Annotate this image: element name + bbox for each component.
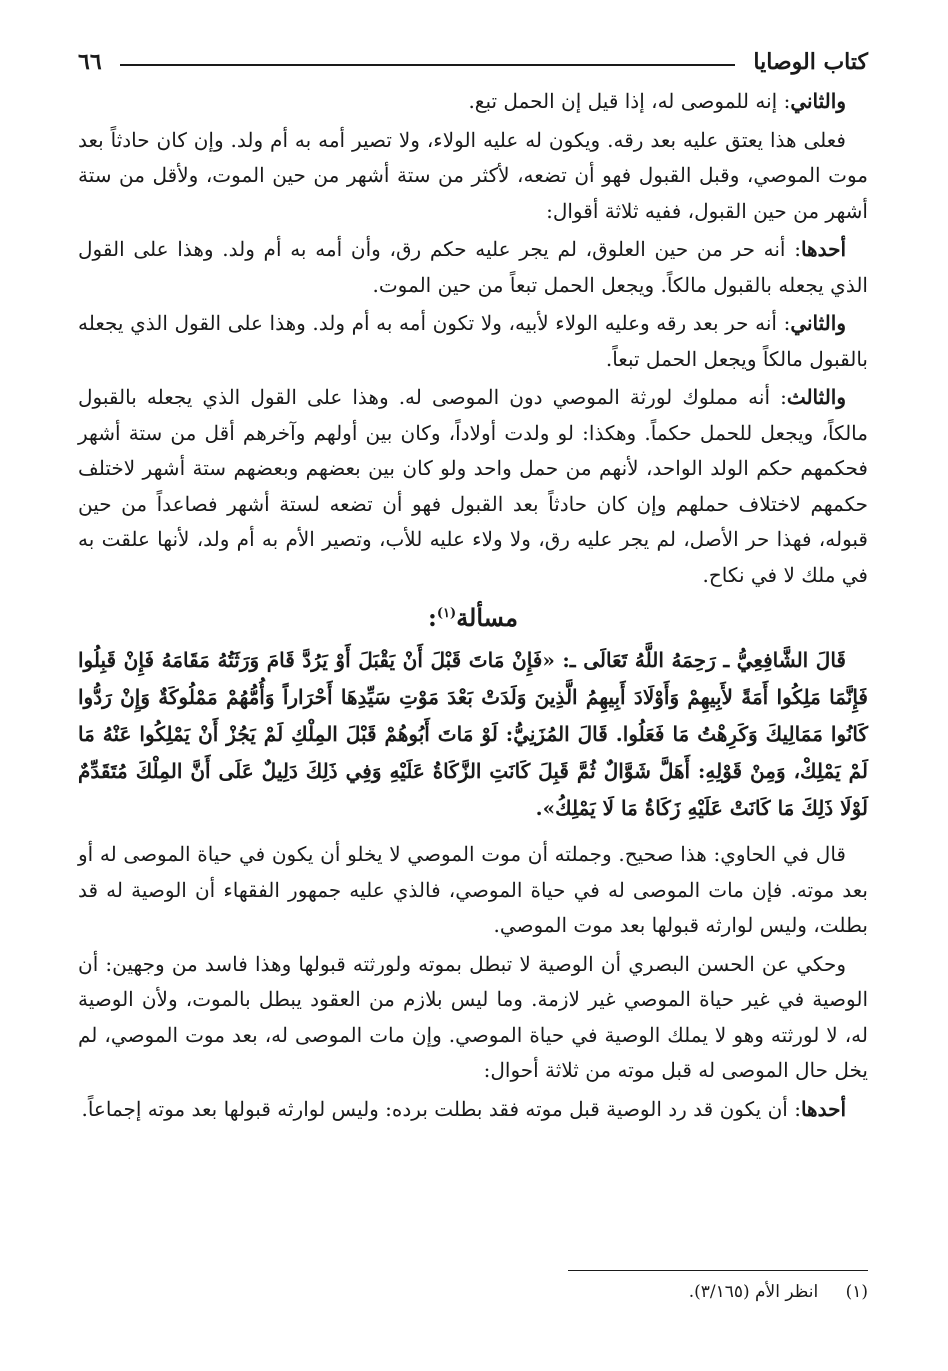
paragraph: فعلى هذا يعتق عليه بعد رقه. ويكون له عليه الولاء، ولا تصير أمه به أم ولد. وإن كان حادثاً بعد موت الموصي، وقبل القبول فهو أن تضعه، لأكثر من ستة أشهر من حين الموت، ولأقل من ستة أشهر من حين القبول، ففيه ثلاثة أقوال:	[78, 127, 868, 223]
paragraph-text: : إنه للموصى له، إذا قيل إن الحمل تبع.	[468, 89, 791, 113]
paragraph-second-statement	[78, 306, 868, 377]
paragraph-first-statement	[78, 232, 868, 303]
section-colon: :	[428, 603, 437, 632]
paragraph-lead: أحدها	[800, 237, 847, 261]
paragraph-second-opinion	[78, 84, 868, 120]
page-number: ٦٦	[78, 49, 102, 75]
footnote-rule	[568, 1270, 868, 1271]
paragraph-third-statement	[78, 380, 868, 593]
document-page	[78, 40, 868, 1302]
paragraph-text: : أنه حر بعد رقه وعليه الولاء لأبيه، ولا تكون أمه به أم ولد. وهذا على القول الذي يجعله بالقبول مالكاً ويجعل الحمل تبعاً.	[78, 311, 868, 371]
running-header	[78, 40, 868, 84]
paragraph-lead: أحدها	[800, 1096, 846, 1121]
header-rule	[120, 64, 736, 66]
shafii-quote: قَالَ الشَّافِعِيُّ ـ رَحِمَهُ اللَّهُ تَعَالَى ـ: «فَإِنْ مَاتَ قَبْلَ أَنْ يَقْبَلَ أَوْ يَرُدَّ قَامَ وَرَثَتُهُ مَقَامَهُ فَإِنْ قَبِلُوا فَإِنَّمَا مَلِكُوا أَمَةً لأَبِيهِمْ وَأَوْلَادَ أَبِيهِمُ الَّذِينَ وَلَدَتْ بَعْدَ مَوْتِ سَيِّدِهَا أَحْرَاراً وَأُمُّهُمْ مَمْلُوكَةٌ وَإِنْ رَدُّوا كَانُوا مَمَالِيكَ وَكَرِهْتُ مَا فَعَلُوا. قَالَ المُزَنِيُّ: لَوْ مَاتَ أَبُوهُمْ قَبْلَ المِلْكِ لَمْ يَجُزْ أَنْ يَمْلِكُوا عَنْهُ مَا لَمْ يَمْلِكْ، وَمِنْ قَوْلِهِ: أَهَلَّ شَوَّالٌ ثُمَّ قَبِلَ كَانَتِ الزَّكَاةُ عَلَيْهِ وَفِي ذَلِكَ دَلِيلٌ عَلَى أَنَّ المِلْكَ مُتَقَدِّمٌ لَوْلَا ذَلِكَ مَا كَانَتْ عَلَيْهِ زَكَاةُ مَا لَا يَمْلِكُ».	[78, 648, 868, 820]
book-title: كتاب الوصايا	[753, 49, 868, 75]
paragraph-lead: والثاني	[790, 311, 846, 335]
section-title: مسألة	[456, 603, 518, 632]
footnote-marker: (١)	[436, 606, 457, 621]
paragraph-lead: والثاني	[790, 89, 846, 113]
commentary-paragraph: قال في الحاوي: هذا صحيح. وجملته أن موت الموصي لا يخلو أن يكون في حياة الموصى له أو بعد موته. فإن مات الموصى له في حياة الموصي، فالذي عليه جمهور الفقهاء أن الوصية له قد بطلت، وليس لوارثه قبولها بعد موت الموصي.	[78, 842, 868, 937]
footnote	[78, 1278, 868, 1306]
paragraph-text: : أن يكون قد رد الوصية قبل موته فقد بطلت برده: وليس لوارثه قبولها بعد موته إجماعاً.	[81, 1096, 801, 1121]
commentary-first-case	[78, 1092, 868, 1128]
commentary-paragraph: وحكي عن الحسن البصري أن الوصية لا تبطل بموته ولورثته قبولها وهذا فاسد من وجهين: أن الوصية في غير حياة الموصي غير لازمة. وما ليس بلازم من العقود يبطل بالموت، ولأن الوصية له، لا لورثته وهو لا يملك الوصية في حياة الموصي. وإن مات الموصى له، بعد موت الموصي، لم يخل حال الموصى له قبل موته من ثلاثة أحوال:	[78, 951, 868, 1082]
footnote-text: انظر الأم (٣/١٦٥).	[688, 1282, 819, 1302]
section-heading	[78, 596, 868, 636]
paragraph-lead: والثالث	[786, 385, 846, 409]
paragraph-text: : أنه حر من حين العلوق، لم يجر عليه حكم رق، وأن أمه به أم ولد. وهذا على القول الذي يجعله بالقبول مالكاً. ويجعل الحمل تبعاً من حين الموت.	[78, 237, 868, 297]
footnote-number: (١)	[845, 1282, 868, 1302]
paragraph-text: : أنه مملوك لورثة الموصي دون الموصى له. وهذا على القول الذي يجعله بالقبول مالكاً، ويجعل للحمل حكماً. وهكذا: لو ولدت أولاداً، وكان بين أولهم وآخرهم أقل من ستة أشهر فحكمهم حكم الولد الواحد، لأنهم من حمل واحد ولو كان بين بعضهم وبعضهم ستة أشهر لاختلف حكمهم لاختلاف حملهم وإن كان حادثاً بعد القبول فهو أن تضعه لستة أشهر فصاعداً من حين قبوله، فهذا حر الأصل، لم يجر عليه رق، ولا ولاء عليه للأب، وتصير الأم به أم ولد، لأنها علقت به في ملك لا في نكاح.	[78, 385, 868, 587]
